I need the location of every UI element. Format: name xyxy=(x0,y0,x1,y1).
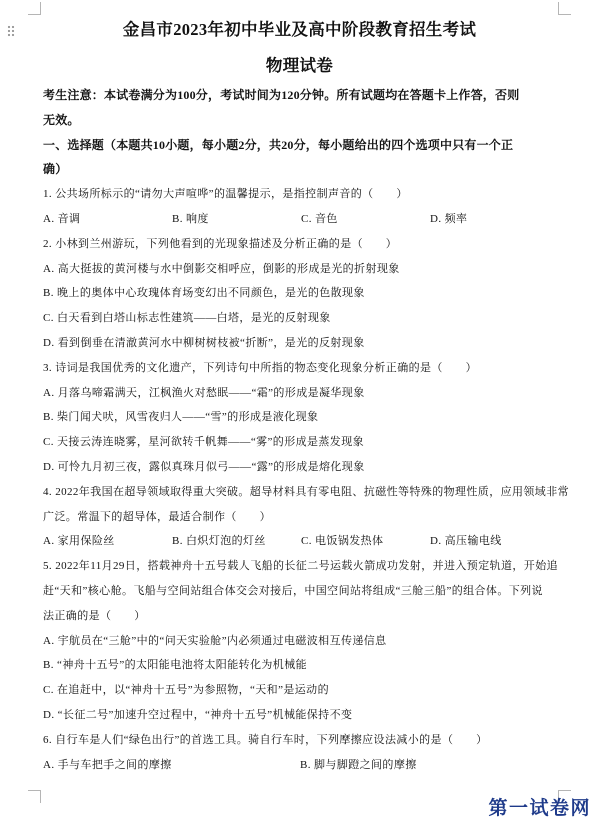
question-5-stem: 5. 2022年11月29日，搭载神舟十五号载人飞船的长征二号运载火箭成功发射，并进入预定轨道，开始追 xyxy=(43,560,558,573)
exam-subtitle: 物理试卷 xyxy=(265,56,334,75)
question-5-stem: 法正确的是（ ） xyxy=(43,609,146,622)
answer-option: B. 晚上的奥体中心玫瑰体育场变幻出不同颜色，是光的色散现象 xyxy=(43,287,365,300)
answer-option: B. 脚与脚蹬之间的摩擦 xyxy=(300,758,417,771)
answer-option: D. “长征二号”加速升空过程中，“神舟十五号”机械能保持不变 xyxy=(43,708,353,721)
answer-option: A. 音调 xyxy=(43,212,81,225)
answer-option: D. 高压输电线 xyxy=(430,535,502,548)
answer-option: A. 手与车把手之间的摩擦 xyxy=(43,758,172,771)
notice-line: 考生注意：本试卷满分为100分，考试时间为120分钟。所有试题均在答题卡上作答，否则 xyxy=(43,88,520,102)
section-heading-line: 确） xyxy=(43,162,68,177)
exam-title: 金昌市2023年初中毕业及高中阶段教育招生考试 xyxy=(122,20,477,39)
crop-mark-bottom-left xyxy=(28,790,41,803)
site-watermark-logo: 第一试卷网 xyxy=(488,797,591,819)
answer-option: B. “神舟十五号”的太阳能电池将太阳能转化为机械能 xyxy=(43,659,307,672)
question-4-options xyxy=(43,529,573,554)
answer-option: C. 白天看到白塔山标志性建筑——白塔，是光的反射现象 xyxy=(43,312,331,325)
question-1-options xyxy=(43,207,573,232)
answer-option: A. 宇航员在“三舱”中的“问天实验舱”内必须通过电磁波相互传递信息 xyxy=(43,634,387,647)
crop-mark-top-left xyxy=(28,2,41,15)
exam-content xyxy=(43,83,573,777)
answer-option: A. 高大挺拔的黄河楼与水中倒影交相呼应，倒影的形成是光的折射现象 xyxy=(43,262,400,275)
section-heading-line: 一、选择题（本题共10小题，每小题2分，共20分，每小题给出的四个选项中只有一个正 xyxy=(43,137,514,152)
notice-line: 无效。 xyxy=(43,112,80,127)
answer-option: C. 在追赶中，以“神舟十五号”为参照物，“天和”是运动的 xyxy=(43,684,329,697)
answer-option: D. 可怜九月初三夜，露似真珠月似弓——“露”的形成是熔化现象 xyxy=(43,460,365,473)
question-4-stem: 广泛。常温下的超导体，最适合制作（ ） xyxy=(43,510,271,523)
answer-option: D. 频率 xyxy=(430,212,468,225)
answer-option: C. 电饭锅发热体 xyxy=(301,535,384,548)
answer-option: B. 响度 xyxy=(172,212,209,225)
crop-mark-top-right xyxy=(558,2,571,15)
question-3-stem: 3. 诗词是我国优秀的文化遗产，下列诗句中所指的物态变化现象分析正确的是（ ） xyxy=(43,361,477,374)
question-5-stem: 赶“天和”核心舱。飞船与空间站组合体交会对接后，中国空间站将组成“三舱三船”的组合体。下列说 xyxy=(43,584,543,597)
answer-option: D. 看到倒垂在清澈黄河水中柳树树枝被“折断”，是光的反射现象 xyxy=(43,336,365,349)
answer-option: C. 天接云涛连晓雾，星河欲转千帆舞——“雾”的形成是蒸发现象 xyxy=(43,436,364,449)
answer-option: C. 音色 xyxy=(301,212,338,225)
question-1-stem: 1. 公共场所标示的“请勿大声喧哗”的温馨提示，是指控制声音的（ ） xyxy=(43,188,408,201)
question-4-stem: 4. 2022年我国在超导领域取得重大突破。超导材料具有零电阻、抗磁性等特殊的物理性质，应用领域非常 xyxy=(43,485,569,498)
answer-option: B. 柴门闻犬吠，风雪夜归人——“雪”的形成是液化现象 xyxy=(43,411,319,424)
question-6-options xyxy=(43,753,573,778)
answer-option: B. 白炽灯泡的灯丝 xyxy=(172,535,266,548)
question-2-stem: 2. 小林到兰州游玩，下列他看到的光现象描述及分析正确的是（ ） xyxy=(43,237,398,250)
question-6-stem: 6. 自行车是人们“绿色出行”的首选工具。骑自行车时，下列摩擦应设法减小的是（ ） xyxy=(43,733,488,746)
answer-option: A. 家用保险丝 xyxy=(43,535,115,548)
answer-option: A. 月落乌啼霜满天，江枫渔火对愁眠——“霜”的形成是凝华现象 xyxy=(43,386,365,399)
